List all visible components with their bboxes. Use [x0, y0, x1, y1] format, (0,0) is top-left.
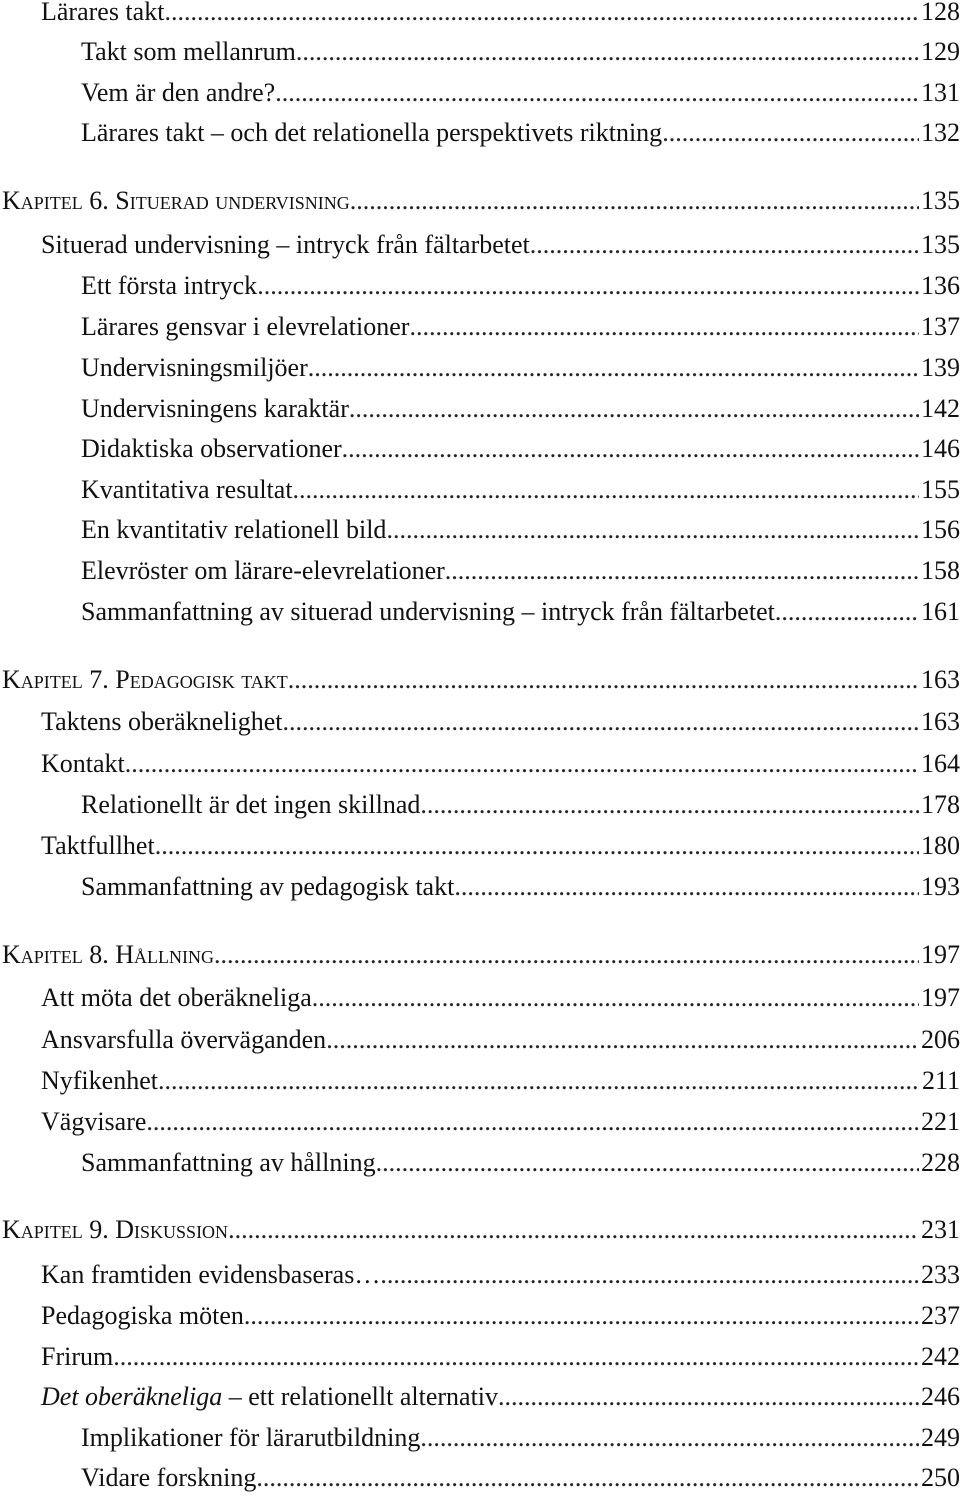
- toc-page-number: 228: [921, 1148, 960, 1177]
- toc-entry-title: Kvantitativa resultat: [81, 475, 293, 504]
- toc-page-number: 211: [921, 1066, 960, 1095]
- toc-page-number: 193: [921, 872, 960, 901]
- toc-entry: [81, 74, 960, 112]
- toc-entry-title: Nyfikenhet: [41, 1066, 158, 1095]
- toc-page-number: 206: [921, 1025, 960, 1054]
- toc-entry: [81, 868, 960, 906]
- toc-entry-title: Relationellt är det ingen skillnad: [81, 790, 421, 819]
- dot-leader: [113, 1338, 919, 1376]
- toc-entry: [81, 33, 960, 71]
- toc-page-number: 136: [921, 271, 960, 300]
- toc-entry-title: Undervisningsmiljöer: [81, 353, 308, 382]
- dot-leader: [420, 786, 919, 824]
- toc-entry: [81, 786, 960, 824]
- toc-entry-title: Frirum: [41, 1342, 114, 1371]
- dot-leader: [445, 552, 919, 590]
- dot-leader: [308, 349, 919, 387]
- dot-leader: [420, 1419, 919, 1457]
- toc-entry: [41, 1062, 960, 1100]
- dot-leader: [257, 267, 919, 305]
- toc-page-number: 129: [921, 37, 960, 66]
- toc-entry-title: Lärares takt – och det relationella perspektivets riktning: [81, 118, 663, 147]
- toc-page-number: 128: [921, 0, 960, 26]
- toc-entry: [81, 349, 960, 387]
- toc-entry: [41, 1338, 960, 1376]
- toc-entry: [41, 0, 960, 31]
- toc-entry-title: Lärares gensvar i elevrelationer: [81, 312, 410, 341]
- toc-page-number: 197: [921, 983, 960, 1012]
- toc-entry: [81, 430, 960, 468]
- toc-entry-title: Ansvarsfulla överväganden: [41, 1025, 327, 1054]
- toc-chapter-entry: [2, 182, 960, 220]
- dot-leader: [350, 182, 919, 220]
- dot-leader: [386, 511, 919, 549]
- toc-entry-title: Att möta det oberäkneliga: [41, 983, 312, 1012]
- dot-leader: [409, 308, 919, 346]
- toc-entry: [41, 1021, 960, 1059]
- toc-entry: [81, 390, 960, 428]
- dot-leader: [228, 1211, 919, 1249]
- toc-entry-title: Ett första intryck: [81, 271, 258, 300]
- dot-leader: [296, 33, 919, 71]
- toc-entry-title: Sammanfattning av situerad undervisning – intryck från fältarbetet: [81, 597, 775, 626]
- toc-entry-title: Elevröster om lärare-elevrelationer: [81, 556, 445, 585]
- toc-page-number: 221: [921, 1107, 960, 1136]
- dot-leader: [312, 979, 919, 1017]
- toc-entry-title: Implikationer för lärarutbildning: [81, 1423, 421, 1452]
- toc-entry-title: Lärares takt: [41, 0, 165, 26]
- toc-entry: [41, 745, 960, 783]
- toc-page-number: 135: [921, 230, 960, 259]
- toc-entry: [81, 1459, 960, 1497]
- dot-leader: [530, 226, 919, 264]
- dot-leader: [158, 1062, 920, 1100]
- dot-leader: [214, 936, 919, 974]
- toc-entry-title: En kvantitativ relationell bild: [81, 515, 387, 544]
- toc-page-number: 158: [921, 556, 960, 585]
- toc-page-number: 163: [921, 665, 960, 694]
- dot-leader: [125, 745, 919, 783]
- dot-leader: [275, 74, 919, 112]
- dot-leader: [288, 661, 919, 699]
- toc-entry-title: Sammanfattning av pedagogisk takt: [81, 872, 455, 901]
- toc-entry: [81, 114, 960, 152]
- dot-leader: [155, 827, 919, 865]
- dot-leader: [244, 1297, 919, 1335]
- toc-page-number: 249: [921, 1423, 960, 1452]
- toc-entry: [41, 979, 960, 1017]
- toc-entry: [81, 471, 960, 509]
- dot-leader: [775, 593, 919, 631]
- toc-page-number: 131: [921, 78, 960, 107]
- toc-entry: [81, 308, 960, 346]
- toc-page-number: 197: [921, 940, 960, 969]
- toc-entry-title: Didaktiska observationer: [81, 434, 342, 463]
- toc-entry: [41, 703, 960, 741]
- dot-leader: [326, 1021, 919, 1059]
- toc-chapter-entry: [2, 936, 960, 974]
- toc-entry-title: Undervisningens karaktär: [81, 394, 349, 423]
- toc-entry-title: Kapitel 6. Situerad undervisning: [2, 186, 350, 215]
- dot-leader: [376, 1144, 919, 1182]
- dot-leader: [454, 868, 919, 906]
- toc-entry-title-rest: – ett relationellt alternativ: [222, 1382, 499, 1411]
- toc-page-number: 161: [921, 597, 960, 626]
- toc-page-number: 250: [921, 1463, 960, 1492]
- toc-page-number: 155: [921, 475, 960, 504]
- toc-page-number: 180: [921, 831, 960, 860]
- toc-chapter-entry: [2, 1211, 960, 1249]
- toc-entry: [81, 593, 960, 631]
- dot-leader: [662, 114, 919, 152]
- toc-page-number: 139: [921, 353, 960, 382]
- toc-entry: [41, 226, 960, 264]
- toc-entry: [81, 1419, 960, 1457]
- toc-page-number: 164: [921, 749, 960, 778]
- toc-entry-title: Pedagogiska möten: [41, 1301, 244, 1330]
- dot-leader: [256, 1459, 919, 1497]
- toc-entry-title: Kapitel 9. Diskussion: [2, 1215, 229, 1244]
- toc-entry-title: [41, 1378, 498, 1416]
- dot-leader: [349, 390, 919, 428]
- toc-entry-title: Kapitel 8. Hållning: [2, 940, 215, 969]
- toc-entry-title: Kontakt: [41, 749, 125, 778]
- toc-entry: [41, 1378, 960, 1416]
- toc-page-number: 242: [921, 1342, 960, 1371]
- toc-entry: [41, 1297, 960, 1335]
- toc-entry: [41, 1256, 960, 1294]
- toc-page-number: 132: [921, 118, 960, 147]
- dot-leader: [164, 0, 919, 31]
- toc-entry-title: Vem är den andre?: [81, 78, 276, 107]
- toc-page-number: 137: [921, 312, 960, 341]
- toc-page-number: 156: [921, 515, 960, 544]
- toc-page-number: 233: [921, 1260, 960, 1289]
- toc-page-number: 231: [921, 1215, 960, 1244]
- dot-leader: [146, 1103, 919, 1141]
- toc-page-number: 246: [921, 1382, 960, 1411]
- toc-entry: [81, 267, 960, 305]
- toc-entry-title: Sammanfattning av hållning: [81, 1148, 376, 1177]
- toc-page-number: 237: [921, 1301, 960, 1330]
- toc-entry-italic-part: Det oberäkneliga: [41, 1382, 223, 1411]
- dot-leader: [498, 1378, 919, 1416]
- toc-entry-title: Vägvisare: [41, 1107, 147, 1136]
- toc-page-number: 146: [921, 434, 960, 463]
- toc-entry: [81, 511, 960, 549]
- toc-page-number: 163: [921, 707, 960, 736]
- dot-leader: [342, 430, 919, 468]
- toc-entry-title: Taktens oberäknelighet: [41, 707, 283, 736]
- toc-entry: [81, 1144, 960, 1182]
- toc-entry-title: Kan framtiden evidensbaseras…: [41, 1260, 381, 1289]
- toc-entry: [81, 552, 960, 590]
- toc-entry-title: Vidare forskning: [81, 1463, 257, 1492]
- toc-page-number: 135: [921, 186, 960, 215]
- dot-leader: [293, 471, 919, 509]
- toc-chapter-entry: [2, 661, 960, 699]
- toc-entry-title: Situerad undervisning – intryck från fältarbetet: [41, 230, 530, 259]
- dot-leader: [380, 1256, 919, 1294]
- toc-page-number: 178: [921, 790, 960, 819]
- dot-leader: [282, 703, 919, 741]
- toc-entry-title: Kapitel 7. Pedagogisk takt: [2, 665, 288, 694]
- toc-entry: [41, 827, 960, 865]
- toc-entry-title: Taktfullhet: [41, 831, 155, 860]
- toc-entry-title: Takt som mellanrum: [81, 37, 296, 66]
- toc-entry: [41, 1103, 960, 1141]
- toc-page-number: 142: [921, 394, 960, 423]
